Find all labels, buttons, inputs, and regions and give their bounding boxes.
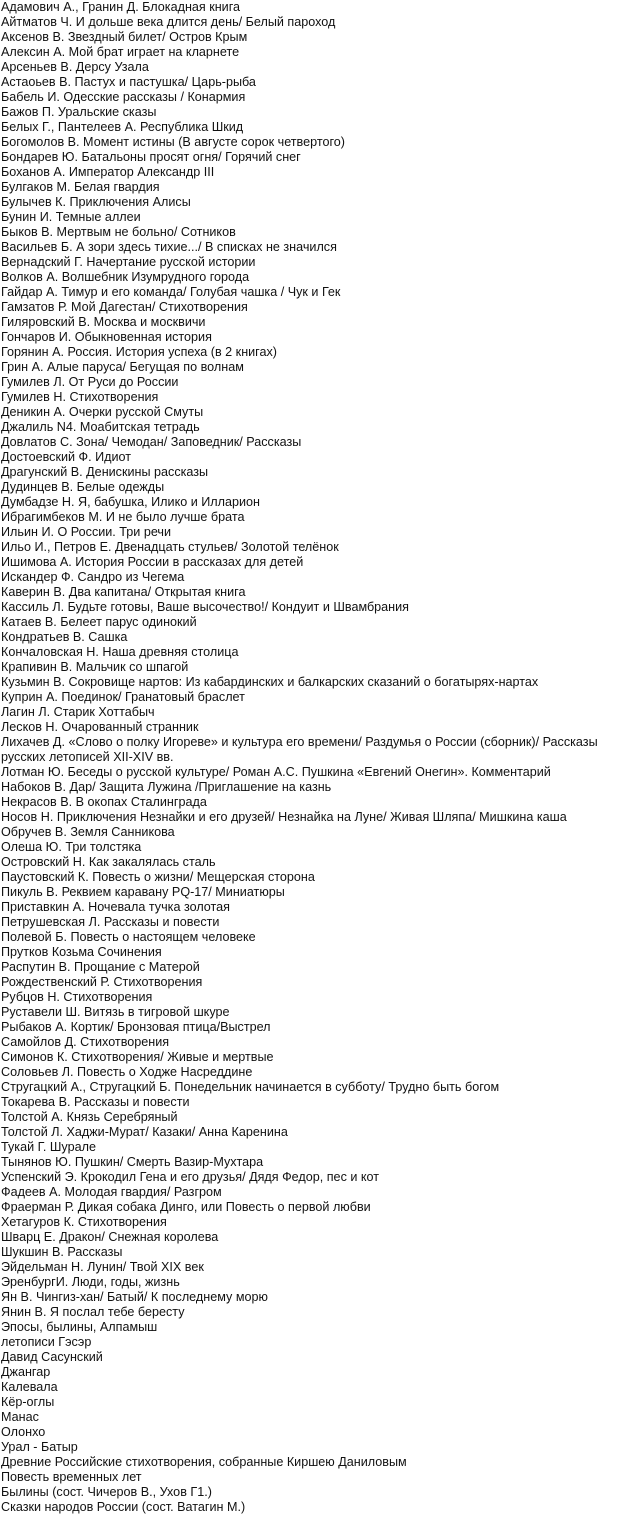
- book-list-item: Гамзатов Р. Мой Дагестан/ Стихотворения: [1, 300, 248, 314]
- book-list-item: Островский Н. Как закалялась сталь: [1, 855, 216, 869]
- book-list-item: Рубцов Н. Стихотворения: [1, 990, 153, 1004]
- book-list-item: Повесть временных лет: [1, 1470, 142, 1484]
- book-list-item: Грин А. Алые паруса/ Бегущая по волнам: [1, 360, 244, 374]
- book-list-item: Гончаров И. Обыкновенная история: [1, 330, 212, 344]
- book-list-item: Олонхо: [1, 1425, 46, 1439]
- book-list-item: Калевала: [1, 1380, 58, 1394]
- book-list-item: Васильев Б. А зори здесь тихие.../ В списках не значился: [1, 240, 337, 254]
- book-list-item: Куприн А. Поединок/ Гранатовый браслет: [1, 690, 245, 704]
- book-list-item: Крапивин В. Мальчик со шпагой: [1, 660, 189, 674]
- book-list-item: Паустовский К. Повесть о жизни/ Мещерская сторона: [1, 870, 315, 884]
- book-list-item: Аксенов В. Звездный билет/ Остров Крым: [1, 30, 248, 44]
- book-list-item: Самойлов Д. Стихотворения: [1, 1035, 170, 1049]
- book-list-item: Успенский Э. Крокодил Гена и его друзья/ Дядя Федор, пес и кот: [1, 1170, 380, 1184]
- book-list-item: Тынянов Ю. Пушкин/ Смерть Вазир-Мухтара: [1, 1155, 264, 1169]
- book-list-item: Былины (сост. Чичеров В., Ухов Г1.): [1, 1485, 212, 1499]
- book-list-item: Кузьмин В. Сокровище нартов: Из кабардинских и балкарских сказаний о богатырях-нартах: [1, 675, 539, 689]
- book-list-item: Алексин А. Мой брат играет на кларнете: [1, 45, 240, 59]
- book-list-item: Достоевский Ф. Идиот: [1, 450, 132, 464]
- book-list-item: Бажов П. Уральские сказы: [1, 105, 157, 119]
- book-list-item: Лихачев Д. «Слово о полку Игореве» и культура его времени/ Раздумья о России (сборник)/ Рассказы русских летописей XII-XIV вв.: [1, 735, 598, 764]
- book-list-item: Полевой Б. Повесть о настоящем человеке: [1, 930, 256, 944]
- book-list-item: Быков В. Мертвым не больно/ Сотников: [1, 225, 236, 239]
- book-list-item: Лотман Ю. Беседы о русской культуре/ Роман А.С. Пушкина «Евгений Онегин». Комментарий: [1, 765, 551, 779]
- book-list-item: Руставели Ш. Витязь в тигровой шкуре: [1, 1005, 230, 1019]
- book-list-item: Шварц Е. Дракон/ Снежная королева: [1, 1230, 219, 1244]
- book-list-item: Шукшин В. Рассказы: [1, 1245, 123, 1259]
- book-list-item: Ильо И., Петров Е. Двенадцать стульев/ Золотой телёнок: [1, 540, 339, 554]
- book-list: [1, 0, 635, 1515]
- book-list-item: Кёр-оглы: [1, 1395, 55, 1409]
- book-list-item: Горянин А. Россия. История успеха (в 2 книгах): [1, 345, 277, 359]
- book-list-item: Рождественский Р. Стихотворения: [1, 975, 203, 989]
- book-list-item: Толстой Л. Хаджи-Мурат/ Казаки/ Анна Каренина: [1, 1125, 288, 1139]
- book-list-item: Хетагуров К. Стихотворения: [1, 1215, 167, 1229]
- book-list-item: Арсеньев В. Дерсу Узала: [1, 60, 149, 74]
- book-list-item: Гиляровский В. Москва и москвичи: [1, 315, 206, 329]
- book-list-item: Рыбаков А. Кортик/ Бронзовая птица/Выстрел: [1, 1020, 271, 1034]
- book-list-item: ЭренбургИ. Люди, годы, жизнь: [1, 1275, 180, 1289]
- book-list-item: Кончаловская Н. Наша древняя столица: [1, 645, 239, 659]
- book-list-item: Сказки народов России (сост. Ватагин М.): [1, 1500, 246, 1514]
- book-list-item: Бабель И. Одесские рассказы / Конармия: [1, 90, 246, 104]
- book-list-item: Петрушевская Л. Рассказы и повести: [1, 915, 220, 929]
- book-list-item: Древние Российские стихотворения, собранные Киршею Даниловым: [1, 1455, 407, 1469]
- book-list-item: Драгунский В. Денискины рассказы: [1, 465, 209, 479]
- book-list-item: Булычев К. Приключения Алисы: [1, 195, 191, 209]
- book-list-item: Фадеев А. Молодая гвардия/ Разгром: [1, 1185, 222, 1199]
- book-list-item: Стругацкий А., Стругацкий Б. Понедельник начинается в субботу/ Трудно быть богом: [1, 1080, 500, 1094]
- book-list-item: Катаев В. Белеет парус одинокий: [1, 615, 197, 629]
- book-list-item: Астаоьев В. Пастух и пастушка/ Царь-рыба: [1, 75, 256, 89]
- book-list-item: Олеша Ю. Три толстяка: [1, 840, 142, 854]
- book-list-item: Айтматов Ч. И дольше века длится день/ Белый пароход: [1, 15, 336, 29]
- book-list-item: Ян В. Чингиз-хан/ Батый/ К последнему морю: [1, 1290, 268, 1304]
- book-list-item: Янин В. Я послал тебе бересту: [1, 1305, 185, 1319]
- book-list-item: Соловьев Л. Повесть о Ходже Насреддине: [1, 1065, 253, 1079]
- book-list-item: Манас: [1, 1410, 39, 1424]
- book-list-item: Кондратьев В. Сашка: [1, 630, 128, 644]
- book-list-item: Приставкин А. Ночевала тучка золотая: [1, 900, 230, 914]
- book-list-item: Толстой А. Князь Серебряный: [1, 1110, 178, 1124]
- book-list-item: Эйдельман Н. Лунин/ Твой XIX век: [1, 1260, 204, 1274]
- book-list-item: Бунин И. Темные аллеи: [1, 210, 141, 224]
- book-list-item: Эпосы, былины, Алпамыш: [1, 1320, 158, 1334]
- book-list-item: Прутков Козьма Сочинения: [1, 945, 162, 959]
- book-list-item: Волков А. Волшебник Изумрудного города: [1, 270, 250, 284]
- book-list-item: Деникин А. Очерки русской Смуты: [1, 405, 204, 419]
- book-list-item: Довлатов С. Зона/ Чемодан/ Заповедник/ Рассказы: [1, 435, 302, 449]
- book-list-item: Пикуль В. Реквием каравану PQ-17/ Миниатюры: [1, 885, 285, 899]
- book-list-item: Джалиль N4. Моабитская тетрадь: [1, 420, 200, 434]
- book-list-item: Распутин В. Прощание с Матерой: [1, 960, 200, 974]
- book-list-item: Гайдар А. Тимур и его команда/ Голубая чашка / Чук и Гек: [1, 285, 341, 299]
- book-list-item: Булгаков М. Белая гвардия: [1, 180, 160, 194]
- book-list-item: Носов Н. Приключения Незнайки и его друзей/ Незнайка на Луне/ Живая Шляпа/ Мишкина каша: [1, 810, 567, 824]
- book-list-item: Ильин И. О России. Три речи: [1, 525, 172, 539]
- book-list-item: Фраерман Р. Дикая собака Динго, или Повесть о первой любви: [1, 1200, 371, 1214]
- book-list-item: Набоков В. Дар/ Защита Лужина /Приглашение на казнь: [1, 780, 332, 794]
- book-list-item: Гумилев Л. От Руси до России: [1, 375, 179, 389]
- book-list-item: Симонов К. Стихотворения/ Живые и мертвые: [1, 1050, 274, 1064]
- book-list-item: Думбадзе Н. Я, бабушка, Илико и Илларион: [1, 495, 261, 509]
- book-list-item: Искандер Ф. Сандро из Чегема: [1, 570, 185, 584]
- book-list-item: Бондарев Ю. Батальоны просят огня/ Горячий снег: [1, 150, 301, 164]
- book-list-item: Дудинцев В. Белые одежды: [1, 480, 165, 494]
- book-list-item: Токарева В. Рассказы и повести: [1, 1095, 190, 1109]
- book-list-item: Обручев В. Земля Санникова: [1, 825, 175, 839]
- book-list-item: Гумилев Н. Стихотворения: [1, 390, 159, 404]
- book-list-item: Адамович А., Гранин Д. Блокадная книга: [1, 0, 241, 14]
- book-list-item: Белых Г., Пантелеев А. Республика Шкид: [1, 120, 244, 134]
- book-list-item: Лесков Н. Очарованный странник: [1, 720, 199, 734]
- book-list-item: Ибрагимбеков М. И не было лучше брата: [1, 510, 245, 524]
- book-list-item: Давид Сасунский: [1, 1350, 103, 1364]
- book-list-item: Боханов А. Император Александр III: [1, 165, 215, 179]
- book-list-item: Ишимова А. История России в рассказах для детей: [1, 555, 304, 569]
- book-list-item: Богомолов В. Момент истины (В августе сорок четвертого): [1, 135, 345, 149]
- book-list-item: Вернадский Г. Начертание русской истории: [1, 255, 256, 269]
- book-list-item: Джангар: [1, 1365, 51, 1379]
- book-list-item: Тукай Г. Шурале: [1, 1140, 96, 1154]
- book-list-item: летописи Гэсэр: [1, 1335, 92, 1349]
- book-list-item: Кассиль Л. Будьте готовы, Ваше высочество!/ Кондуит и Швамбрания: [1, 600, 409, 614]
- book-list-item: Лагин Л. Старик Хоттабыч: [1, 705, 155, 719]
- book-list-item: Урал - Батыр: [1, 1440, 78, 1454]
- book-list-item: Некрасов В. В окопах Сталинграда: [1, 795, 207, 809]
- book-list-item: Каверин В. Два капитана/ Открытая книга: [1, 585, 246, 599]
